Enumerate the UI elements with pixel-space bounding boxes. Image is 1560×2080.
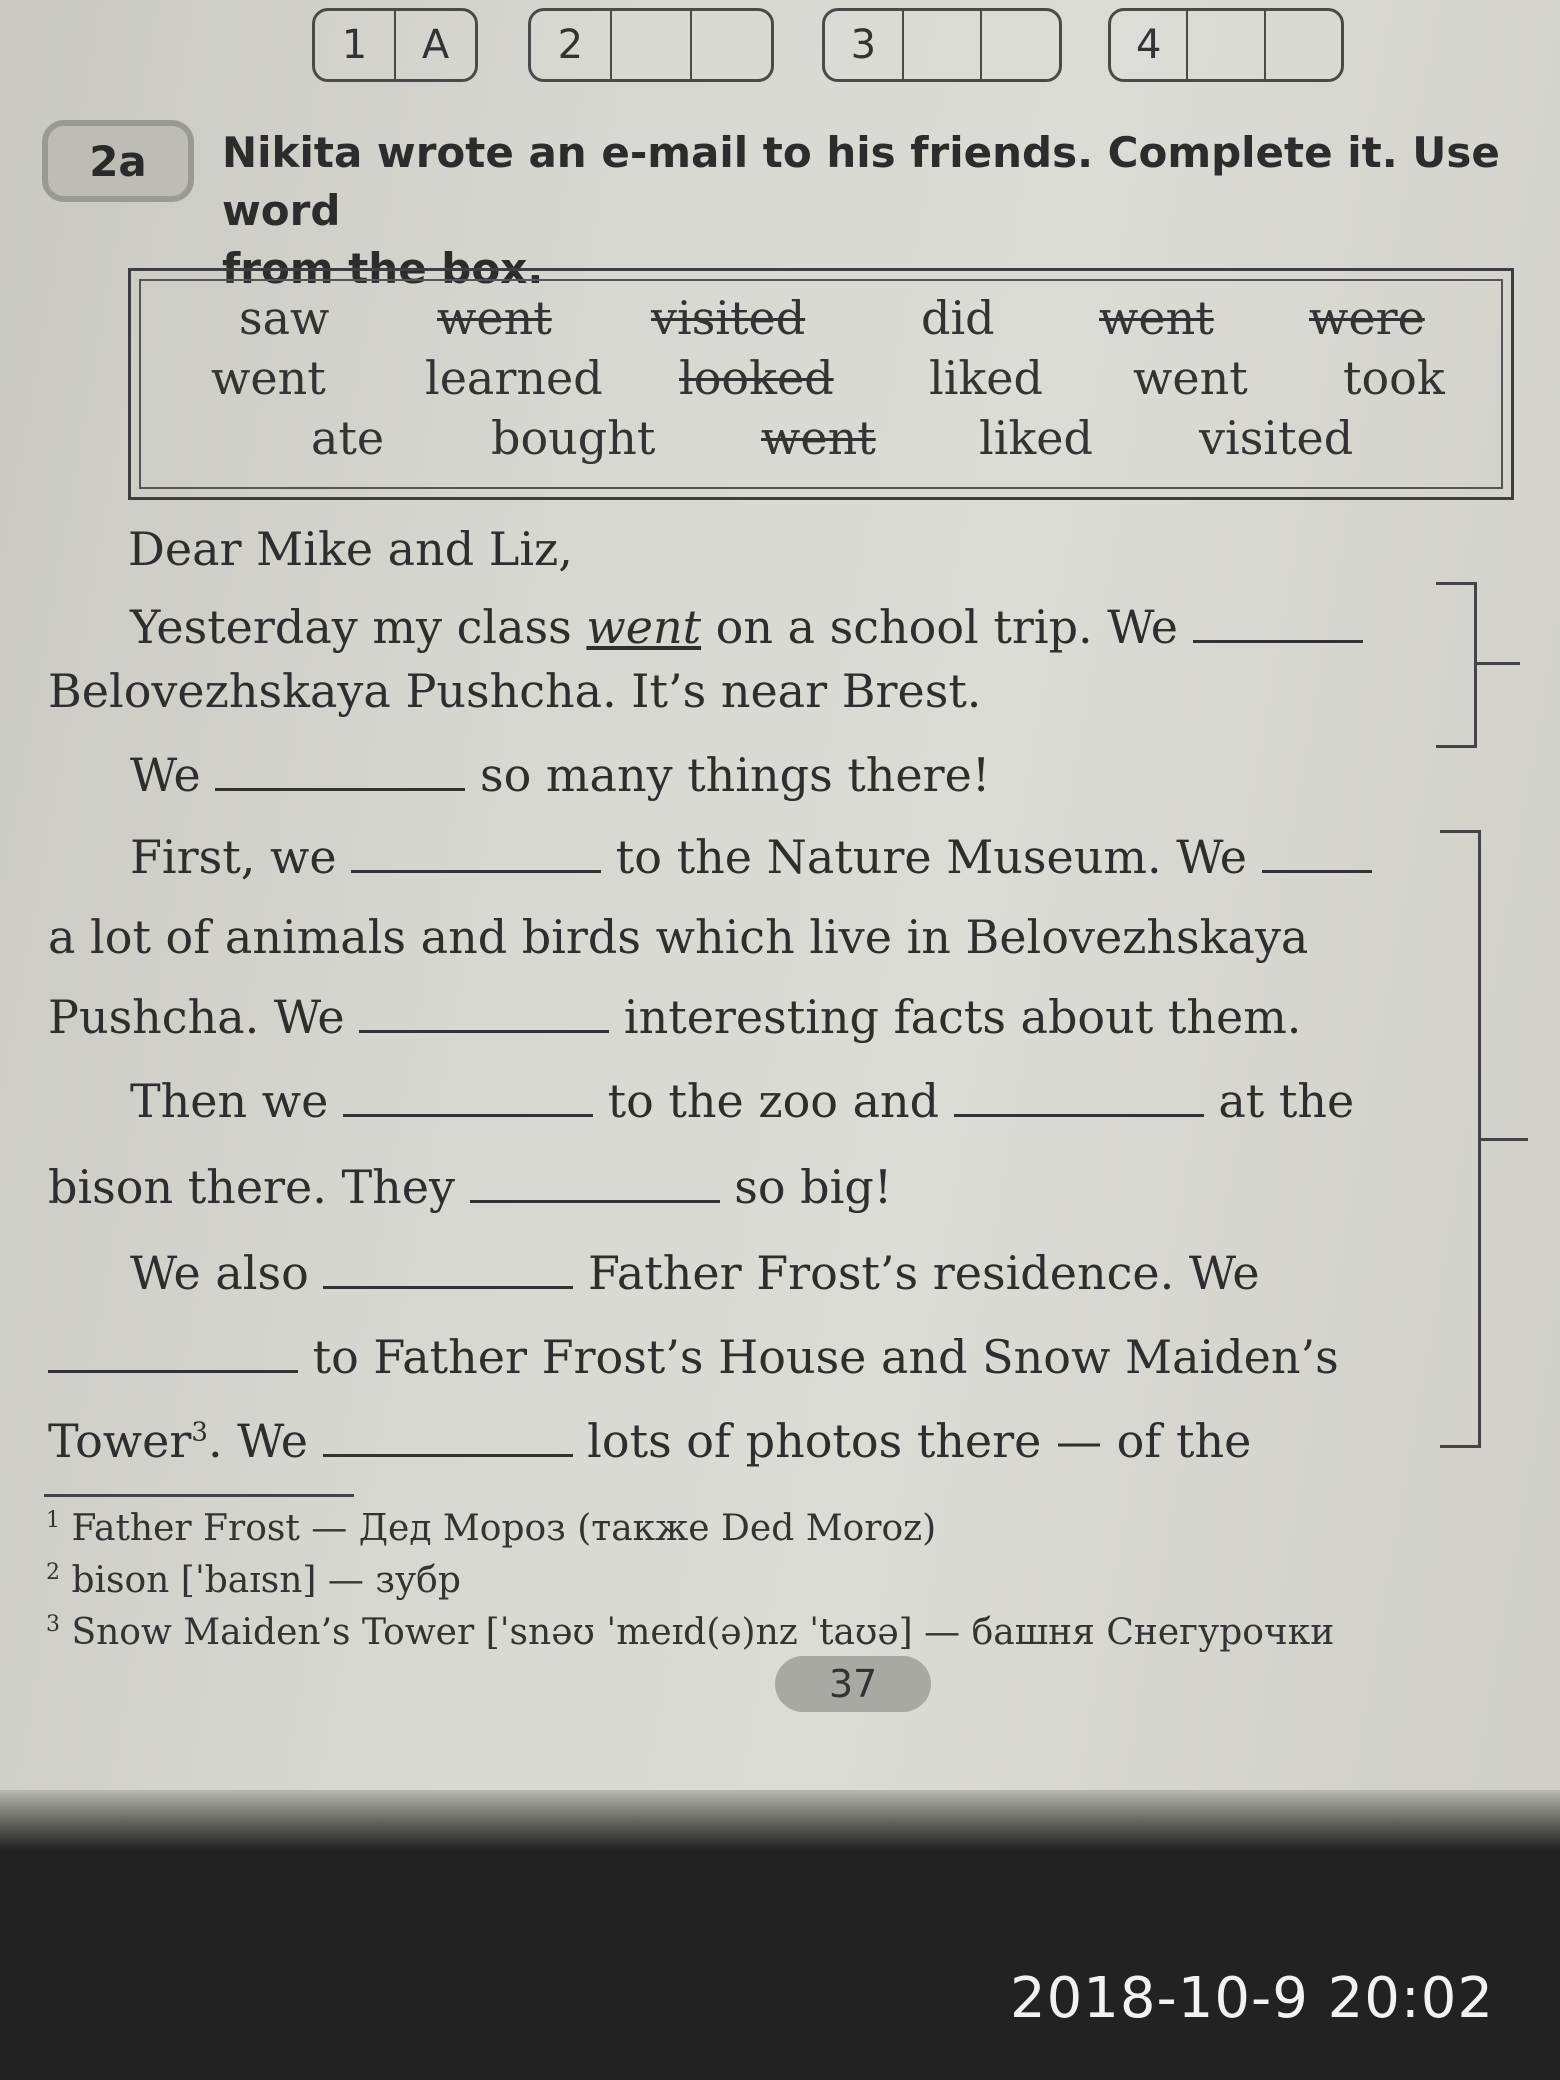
answer-blank[interactable] bbox=[215, 748, 465, 791]
email-line bbox=[48, 1074, 1490, 1128]
answer-blank[interactable] bbox=[954, 1074, 1204, 1117]
text: to the Nature Museum. We bbox=[601, 830, 1262, 884]
footnote-number: 3 bbox=[46, 1612, 60, 1637]
word-box-item: went bbox=[211, 351, 326, 405]
exercise-instruction: Nikita wrote an e-mail to his friends. Complete it. Use word from the box. bbox=[222, 128, 1500, 293]
text: Pushcha. We bbox=[48, 990, 360, 1044]
page-edge-shadow bbox=[0, 1790, 1560, 1850]
email-line bbox=[48, 990, 1408, 1044]
footnote bbox=[46, 1508, 936, 1549]
footnote-ref: 3 bbox=[191, 1417, 208, 1448]
word-box-item: saw bbox=[239, 291, 330, 345]
word-box-item: liked bbox=[929, 351, 1043, 405]
text: Father Frost’s residence. We bbox=[573, 1246, 1260, 1300]
email-line bbox=[48, 600, 1490, 654]
email-line bbox=[48, 1246, 1490, 1300]
footnote-number: 2 bbox=[46, 1560, 60, 1585]
text: Then we bbox=[130, 1074, 343, 1128]
answer-blank[interactable] bbox=[323, 1414, 573, 1457]
text: on a school trip. We bbox=[701, 600, 1193, 654]
score-box-3 bbox=[822, 8, 1062, 82]
email-line bbox=[48, 1160, 1408, 1214]
margin-bracket bbox=[1440, 830, 1481, 1448]
word-box-item: went bbox=[1099, 291, 1214, 345]
photo-timestamp: 2018-10-9 20:02 bbox=[1010, 1966, 1494, 2031]
page-number: 37 bbox=[775, 1656, 931, 1712]
text: We bbox=[130, 748, 216, 802]
footnote-number: 1 bbox=[46, 1508, 60, 1533]
margin-bracket-tick bbox=[1478, 1138, 1528, 1141]
score-mark: A bbox=[394, 11, 475, 79]
score-mark-extra bbox=[980, 11, 1059, 79]
score-mark-extra bbox=[1264, 11, 1341, 79]
text: First, we bbox=[130, 830, 352, 884]
score-mark bbox=[902, 11, 981, 79]
answer-blank[interactable] bbox=[343, 1074, 593, 1117]
text: bison there. They bbox=[48, 1160, 470, 1214]
score-box-4 bbox=[1108, 8, 1344, 82]
text: . We bbox=[207, 1414, 323, 1468]
text: Yesterday my class bbox=[130, 600, 587, 654]
email-line bbox=[48, 830, 1490, 884]
margin-bracket bbox=[1436, 582, 1477, 748]
email-line: a lot of animals and birds which live in Belovezhskaya bbox=[48, 910, 1309, 964]
text: so many things there! bbox=[465, 748, 991, 802]
text: Tower bbox=[48, 1414, 192, 1468]
word-box-item: looked bbox=[679, 351, 834, 405]
email-greeting: Dear Mike and Liz, bbox=[128, 522, 573, 576]
word-box-item: did bbox=[921, 291, 995, 345]
email-line: Belovezhskaya Pushcha. It’s near Brest. bbox=[48, 664, 982, 718]
footnote bbox=[46, 1560, 461, 1601]
answer-blank[interactable] bbox=[1193, 600, 1363, 643]
answer-blank[interactable] bbox=[323, 1246, 573, 1289]
email-line bbox=[48, 748, 1490, 802]
word-box-item: visited bbox=[651, 291, 806, 345]
text: interesting facts about them. bbox=[609, 990, 1302, 1044]
word-box-item: took bbox=[1343, 351, 1445, 405]
word-box-item: were bbox=[1309, 291, 1425, 345]
filled-answer: went bbox=[586, 600, 702, 654]
footnote bbox=[46, 1612, 1334, 1653]
word-box-item: went bbox=[1133, 351, 1248, 405]
answer-blank[interactable] bbox=[470, 1160, 720, 1203]
word-box-item: ate bbox=[311, 411, 385, 465]
score-number: 2 bbox=[557, 22, 584, 68]
text: to Father Frost’s House and Snow Maiden’s bbox=[298, 1330, 1339, 1384]
score-number: 1 bbox=[341, 22, 368, 68]
footnote-text: bison [ˈbaɪsn] — зубр bbox=[60, 1560, 461, 1601]
answer-blank[interactable] bbox=[359, 990, 609, 1033]
text: We also bbox=[130, 1246, 324, 1300]
text: lots of photos there — of the bbox=[572, 1414, 1252, 1468]
email-line bbox=[48, 1414, 1408, 1468]
word-box-item: bought bbox=[491, 411, 656, 465]
score-box-1 bbox=[312, 8, 478, 82]
word-box-item: visited bbox=[1199, 411, 1354, 465]
text: at the bbox=[1203, 1074, 1355, 1128]
footnote-divider bbox=[44, 1494, 354, 1497]
answer-blank[interactable] bbox=[48, 1330, 298, 1373]
text: to the zoo and bbox=[593, 1074, 954, 1128]
score-mark-extra bbox=[690, 11, 771, 79]
margin-bracket-tick bbox=[1474, 662, 1520, 665]
word-box bbox=[128, 268, 1514, 500]
answer-blank[interactable] bbox=[1262, 830, 1372, 873]
answer-blank[interactable] bbox=[351, 830, 601, 873]
text: so big! bbox=[719, 1160, 893, 1214]
word-box-item: liked bbox=[979, 411, 1093, 465]
score-number: 4 bbox=[1135, 22, 1162, 68]
score-mark bbox=[610, 11, 691, 79]
score-box-2 bbox=[528, 8, 774, 82]
exercise-number-badge: 2a bbox=[42, 120, 194, 202]
score-mark bbox=[1186, 11, 1263, 79]
score-number: 3 bbox=[850, 22, 877, 68]
footnote-text: Father Frost — Дед Мороз (также Ded Moroz) bbox=[60, 1508, 937, 1549]
word-box-item: went bbox=[761, 411, 876, 465]
footnote-text: Snow Maiden’s Tower [ˈsnəʊ ˈmeɪd(ə)nz ˈtaʊə] — башня Снегурочки bbox=[60, 1612, 1335, 1653]
word-box-item: learned bbox=[425, 351, 603, 405]
word-box-item: went bbox=[437, 291, 552, 345]
email-line bbox=[48, 1330, 1408, 1384]
